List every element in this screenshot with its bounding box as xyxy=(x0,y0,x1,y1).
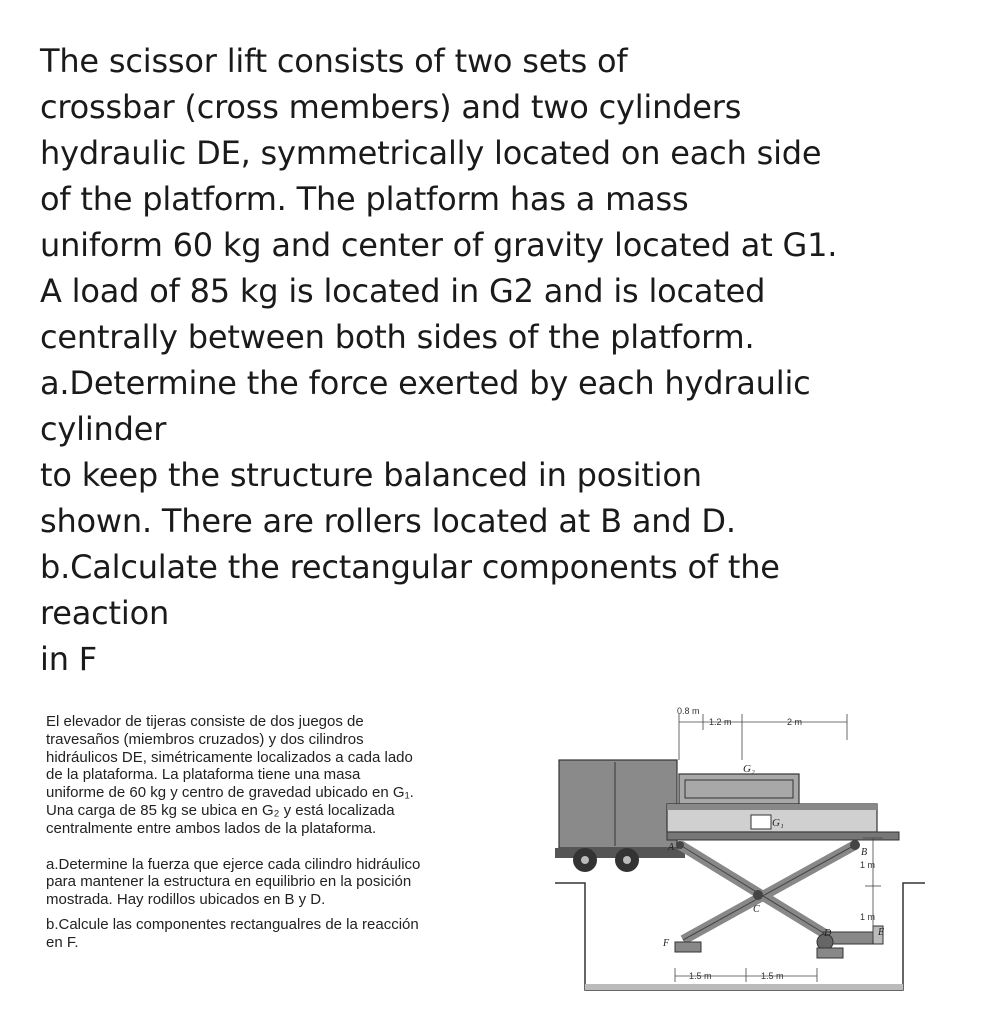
english-line: in F xyxy=(40,640,97,678)
english-line: crossbar (cross members) and two cylinders xyxy=(40,88,742,126)
dim-label: 1.5 m xyxy=(689,971,712,981)
spanish-line: b.Calcule las componentes rectangualres de la reacción xyxy=(46,915,419,933)
english-line: of the platform. The platform has a mass xyxy=(40,180,689,218)
spanish-line: mostrada. Hay rodillos ubicados en B y D. xyxy=(46,891,326,909)
label-g1: G₁ xyxy=(772,817,784,829)
spanish-line: centralmente entre ambos lados de la plataforma. xyxy=(46,819,377,837)
label-b: B xyxy=(861,847,868,858)
spanish-line: a.Determine la fuerza que ejerce cada cilindro hidráulico xyxy=(46,855,421,873)
dim-label: 1.2 m xyxy=(709,717,732,727)
g1-block xyxy=(751,815,771,829)
spanish-line: para mantener la estructura en equilibrio en la posición xyxy=(46,873,412,891)
spanish-line: travesaños (miembros cruzados) y dos cilindros xyxy=(46,730,364,748)
english-line: reaction xyxy=(40,594,170,632)
english-line: centrally between both sides of the platform. xyxy=(40,318,755,356)
english-line: hydraulic DE, symmetrically located on each side xyxy=(40,134,822,172)
english-line: a.Determine the force exerted by each hydraulic xyxy=(40,364,811,402)
truck-hub xyxy=(581,856,589,864)
truck-hub xyxy=(623,856,631,864)
english-line: shown. There are rollers located at B and D. xyxy=(40,502,736,540)
spanish-line: Una carga de 85 kg se ubica en G₂ y está localizada xyxy=(46,801,395,819)
truck-box xyxy=(559,760,677,848)
dim-label: 1 m xyxy=(860,912,876,922)
pin-b xyxy=(850,840,860,850)
dim-label: 1 m xyxy=(860,860,876,870)
spanish-line: uniforme de 60 kg y centro de gravedad ubicado en G₁. xyxy=(46,784,414,802)
pit-floor xyxy=(585,984,903,990)
platform-base xyxy=(667,832,899,840)
floor-pad xyxy=(817,948,843,958)
english-line: A load of 85 kg is located in G2 and is located xyxy=(40,272,766,310)
spanish-line: hidráulicos DE, simétricamente localizados a cada lado xyxy=(46,748,413,766)
problem-statement-english xyxy=(40,38,960,682)
dim-label: 2 m xyxy=(787,717,803,727)
spanish-line: de la plataforma. La plataforma tiene una masa xyxy=(46,766,361,784)
floor-pad xyxy=(675,942,701,952)
pin-c xyxy=(753,890,763,900)
label-g2: G₂ xyxy=(743,763,755,775)
label-f: F xyxy=(663,938,670,949)
label-a: A xyxy=(668,842,675,853)
load-box xyxy=(679,774,799,804)
pin-a xyxy=(676,841,684,849)
spanish-line: en F. xyxy=(46,933,79,951)
label-c: C xyxy=(753,904,760,915)
scissor-lift-figure xyxy=(555,700,925,1000)
dim-label: 1.5 m xyxy=(761,971,784,981)
english-line: The scissor lift consists of two sets of xyxy=(40,42,628,80)
english-line: b.Calculate the rectangular components of the xyxy=(40,548,780,586)
english-line: uniform 60 kg and center of gravity located at G1. xyxy=(40,226,838,264)
label-d: D xyxy=(824,928,832,939)
problem-statement-spanish xyxy=(46,713,546,952)
dim-label: 0.8 m xyxy=(677,706,700,716)
english-line: cylinder xyxy=(40,410,167,448)
spanish-line: El elevador de tijeras consiste de dos juegos de xyxy=(46,713,364,730)
english-line: to keep the structure balanced in position xyxy=(40,456,702,494)
platform-rail xyxy=(667,804,877,810)
label-e: E xyxy=(878,927,885,938)
